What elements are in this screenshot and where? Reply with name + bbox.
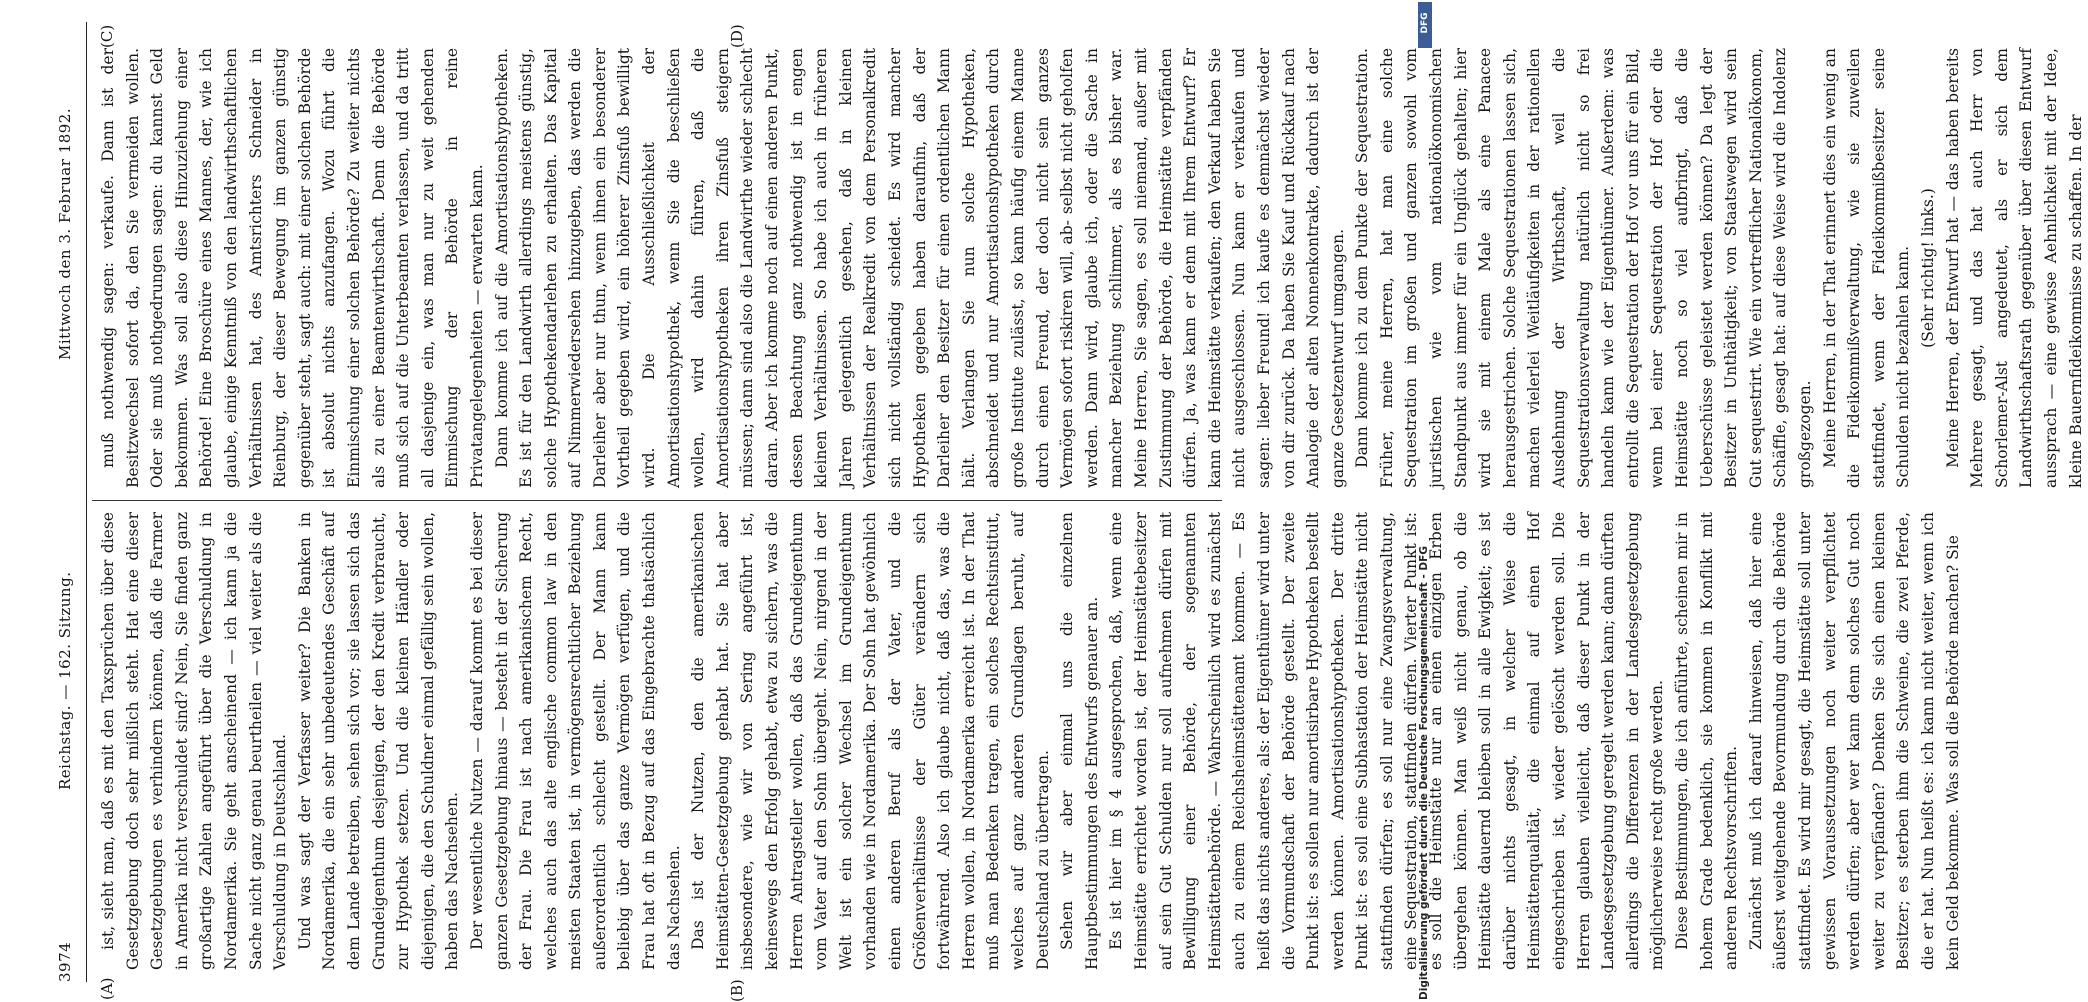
left-column-paragraph: Das ist der Nutzen, den die amerikanischen Heimstätten-Gesetzgebung gehabt hat. Sie hat aber insbesondere, wie wir von Sering angeführt ist, keineswegs den Erfolg gehabt, etwa zu sichern, was die Herren Antragsteller wollen, daß das Grundeigenthum vom Vater auf den Sohn übergeht. Nein, nirgend in der Welt ist ein solcher Wechsel im Grundeigenthum vorhanden wie in Nordamerika. Der Sohn hat gewöhnlich einen anderen Beruf als der Vater, und die Größenverhältnisse der Güter verändern sich fortwährend. Also ich glaube nicht, daß das, was die Herren wollen, in Nordamerika erreicht ist. In der That muß man Bedenken tragen, ein solches Rechtsinstitut, welches auf ganz anderen Grundlagen beruht, auf Deutschland zu übertragen. [689,512,1052,970]
session-title: Reichstag. — 162. Sitzung. [56,571,74,790]
dfg-logo: DFG [1418,2,1432,48]
header-rule [86,22,87,982]
date-header: Mittwoch den 3. Februar 1892. [56,107,74,360]
right-column-paragraph: Dann komme ich zu dem Punkte der Sequestration. Früher, meine Herren, hat man eine solche Sequestration im großen und ganzen sowohl vom juristischen wie vom nationalökonomischen Standpunkt aus immer für ein Unglück gehalten; hier wird sie mit einem Male als eine Panacee herausgestrichen. Solche Sequestrationen lassen sich, machen vielerlei Weitläufigkeiten in der rationellen Ausdehnung der Wirthschaft, weil die Sequestrationsverwaltung natürlich nicht so frei handeln kann wie der Eigenthümer. Außerdem: was entrollt die Sequestration der Hof vor uns für ein Bild, wenn bei einer Sequestration der Hof oder die Heimstätte noch so viel aufbringt, daß die Ueberschüsse geleistet werden können? Da legt der Besitzer in Unthätigkeit; von Staatswegen wird sein Gut sequestrirt. Wie ein vortrefflicher Nationalökonom, Schäffle, gesagt hat: auf diese Weise wird die Indolenz großgezogen. [1353,48,1814,488]
left-column-paragraph: ist, sieht man, daß es mit den Taxsprüchen über diese Gesetzgebung doch sehr mißlich steht. Hat eine dieser Gesetzgebungen es verhindern können, daß die Farmer in Amerika nicht verschuldet sind? Nein, Sie finden ganz großartige Zahlen angeführt über die Verschuldung in Nordamerika. Sie geht anscheinend — ich kann ja die Sache nicht ganz genau beurtheilen — viel weiter als die Verschuldung in Deutschland. [99,512,290,970]
margin-marker-c: (C) [98,24,116,48]
margin-marker-d: (D) [728,24,746,48]
left-column-paragraph: Diese Bestimmungen, die ich anführte, scheinen mir in hohem Grade bedenklich, sie kommen in Konflikt mit anderen Rechtsvorschriften. [1673,512,1741,970]
left-column-paragraph: Es ist hier im § 4 ausgesprochen, daß, wenn eine Heimstätte errichtet worden ist, der Heimstättebesitzer auf sein Gut Schulden nur soll aufnehmen dürfen mit Bewilligung einer Behörde, der sogenannten Heimstättenbehörde. — Wahrscheinlich wird es zunächst auch zu einem Reichsheimstättenamt kommen. — Es heißt das nichts anderes, als: der Eigenthümer wird unter die Vormundschaft der Behörde gestellt. Der zweite Punkt ist: es sollen nur amortisirbare Hypotheken bestellt werden können. Amortisationshypotheken. Der dritte Punkt ist: es soll eine Subhastation der Heimstätte nicht stattfinden dürfen; es soll nur eine Zwangsverwaltung, eine Sequestration, stattfinden dürfen. Vierter Punkt ist: es soll die Heimstätte nur an einen einzigen Erben übergehen können. Man weiß nicht genau, ob die Heimstätte dauernd bleiben soll in alle Ewigkeit; es ist darüber nichts gesagt, in welcher Weise die Heimstättenqualität, die einmal auf einen Hof eingeschrieben ist, wieder gelöscht werden soll. Die Herren glauben vielleicht, daß dieser Punkt in der Landesgesetzgebung geregelt werden kann; dann dürften allerdings die Differenzen in der Landesgesetzgebung möglicherweise recht große werden. [1107,512,1667,970]
left-column-paragraph: Sehen wir aber einmal uns die einzelnen Hauptbestimmungen des Entwurfs genauer an. [1058,512,1101,970]
left-column-paragraph: Und was sagt der Verfasser weiter? Die Banken in Nordamerika, die ein sehr unbedeutendes Geschäft auf dem Lande betreiben, sehen sich vor; sie lassen sich das Grundeigenthum desjenigen, der den Kredit verbraucht, zur Hypothek setzen. Und die kleinen Händler oder diejenigen, die den Schuldner einmal gefällig sein wollen, haben das Nachsehen. [295,512,462,970]
right-column-paragraph: Meine Herren, in der That erinnert dies ein wenig an die Fideikommißverwaltung, wie sie zuweilen stattfindet, wenn der Fideikommißbesitzer seine Schulden nicht bezahlen kann. [1820,48,1913,488]
column-divider [92,500,1222,501]
right-column-paragraph: muß nothwendig sagen: verkaufe. Dann ist der Besitzwechsel sofort da, den Sie vermeiden wollen. Oder sie muß nothgedrungen sagen: du kannst Geld bekommen. Was soll also diese Hinzuziehung einer Behörde! Eine Broschüre eines Mannes, der, wie ich glaube, einige Kenntniß von den landwirthschaftlichen Verhältnissen hat, des Amtsrichters Schneider in Rienburg, der dieser Bewegung im ganzen günstig gegenüber steht, sagt auch: mit einer solchen Behörde ist absolut nichts anzufangen. Wozu führt die Einmischung einer solchen Behörde? Zu weiter nichts als zu einer Beamtenwirthschaft. Denn die Behörde muß sich auf die Unterbeamten verlassen, und da tritt all dasjenige ein, was man nur zu weit gehenden Einmischung der Behörde in reine Privatangelegenheiten — erwarten kann. [99,48,486,488]
margin-marker-b: (B) [728,979,746,1002]
margin-marker-a: (A) [98,977,116,1000]
left-column-paragraph: Der wesentliche Nutzen — darauf kommt es bei dieser ganzen Gesetzgebung hinaus — besteht in der Sicherung der Frau. Die Frau ist nach amerikanischem Recht, welches auch das alte englische common law in den meisten Staaten ist, in vermögensrechtlicher Beziehung außerordentlich schlecht gestellt. Der Mann kann beliebig über das ganze Vermögen verfügen, und die Frau hat oft in Bezug auf das Eingebrachte thatsächlich das Nachsehen. [467,512,683,970]
left-column-paragraph: Zunächst muß ich darauf hinweisen, daß hier eine äußerst weitgehende Bevormundung durch die Behörde stattfindet. Es wird mir gesagt, die Heimstätte soll unter gewissen Voraussetzungen noch weiter verpflichtet werden dürfen; aber wer kann denn solches Gut noch weiter zu verpfänden? Denken Sie sich einen kleinen Besitzer; es sterben ihm die Schweine, die zwei Pferde, die er hat. Nun heißt es: ich kann nicht weiter, wenn ich kein Geld bekomme. Was soll die Behörde machen? Sie [1746,512,1962,970]
right-column-paragraph: Meine Herren, der Entwurf hat — das haben bereits Mehrere gesagt, und das hat auch Herr von Schorlemer-Alst angedeutet, als er sich dem Landwirthschaftsrath gegenüber über diesen Entwurf aussprach — eine gewisse Aehnlichkeit mit der Idee, kleine Bauernfideikommisse zu schaffen. In der [1943,48,2085,488]
dfg-credit: Digitalisierung gefördert durch die Deutsche Forschungsgemeinschaft - DFG [1418,546,1430,1000]
page-number: 3974 [56,941,74,982]
right-column [96,48,2085,488]
dfg-strip [1416,0,1432,1000]
right-column-paragraph: Dann komme ich auf die Amortisationshypotheken. Es ist für den Landwirth allerdings meistens günstig, solche Hypothekendarlehen zu erhalten. Das Kapital auf Nimmerwiedersehen hinzugeben, das werden die Darleiher aber nur thun, wenn ihnen ein besonderer Vortheil gegeben wird, ein höherer Zinsfuß bewilligt wird. Die Ausschließlichkeit der Amortisationshypothek, wenn Sie die beschließen wollen, wird dahin führen, daß die Amortisationshypotheken ihren Zinsfuß steigern müssen; dann sind also die Landwirthe wieder schlecht daran. Aber ich komme noch auf einen anderen Punkt, dessen Beachtung ganz nothwendig ist in engen kleinen Verhältnissen. So habe ich auch in früheren Jahren gelegentlich gesehen, daß in kleinen Verhältnissen der Realkredit von dem Personalkredit sich nicht vollständig scheidet. Es wird mancher Hypotheken gegeben haben daraufhin, daß der Darleiher den Besitzer für einen ordentlichen Mann hält. Verlangen Sie nun solche Hypotheken, abschneidet und nur Amortisationshypotheken durch große Institute zulässt, so kann häufig einem Manne durch einen Freund, der doch nicht sein ganzes Vermögen sofort riskiren will, ab- selbst nicht geholfen werden. Dann wird, glaube ich, oder die Sache in mancher Beziehung schlimmer, als es bisher war. Meine Herren, Sie sagen, es soll niemand, außer mit Zustimmung der Behörde, die Heimstätte verpfänden dürfen. Ja, was kann er denn mit Ihrem Entwurf? Er kann die Heimstätte verkaufen; den Verkauf haben Sie nicht ausgeschlossen. Nun kann er verkaufen und sagen: lieber Freund! ich kaufe es demnächst wieder von dir zurück. Da haben Sie Kauf und Rückkauf nach Analogie der alten Nonnenkontrakte, dadurch ist der ganze Gesetzentwurf umgangen. [492,48,1347,488]
right-column-paragraph: (Sehr richtig! links.) [1918,188,1937,348]
